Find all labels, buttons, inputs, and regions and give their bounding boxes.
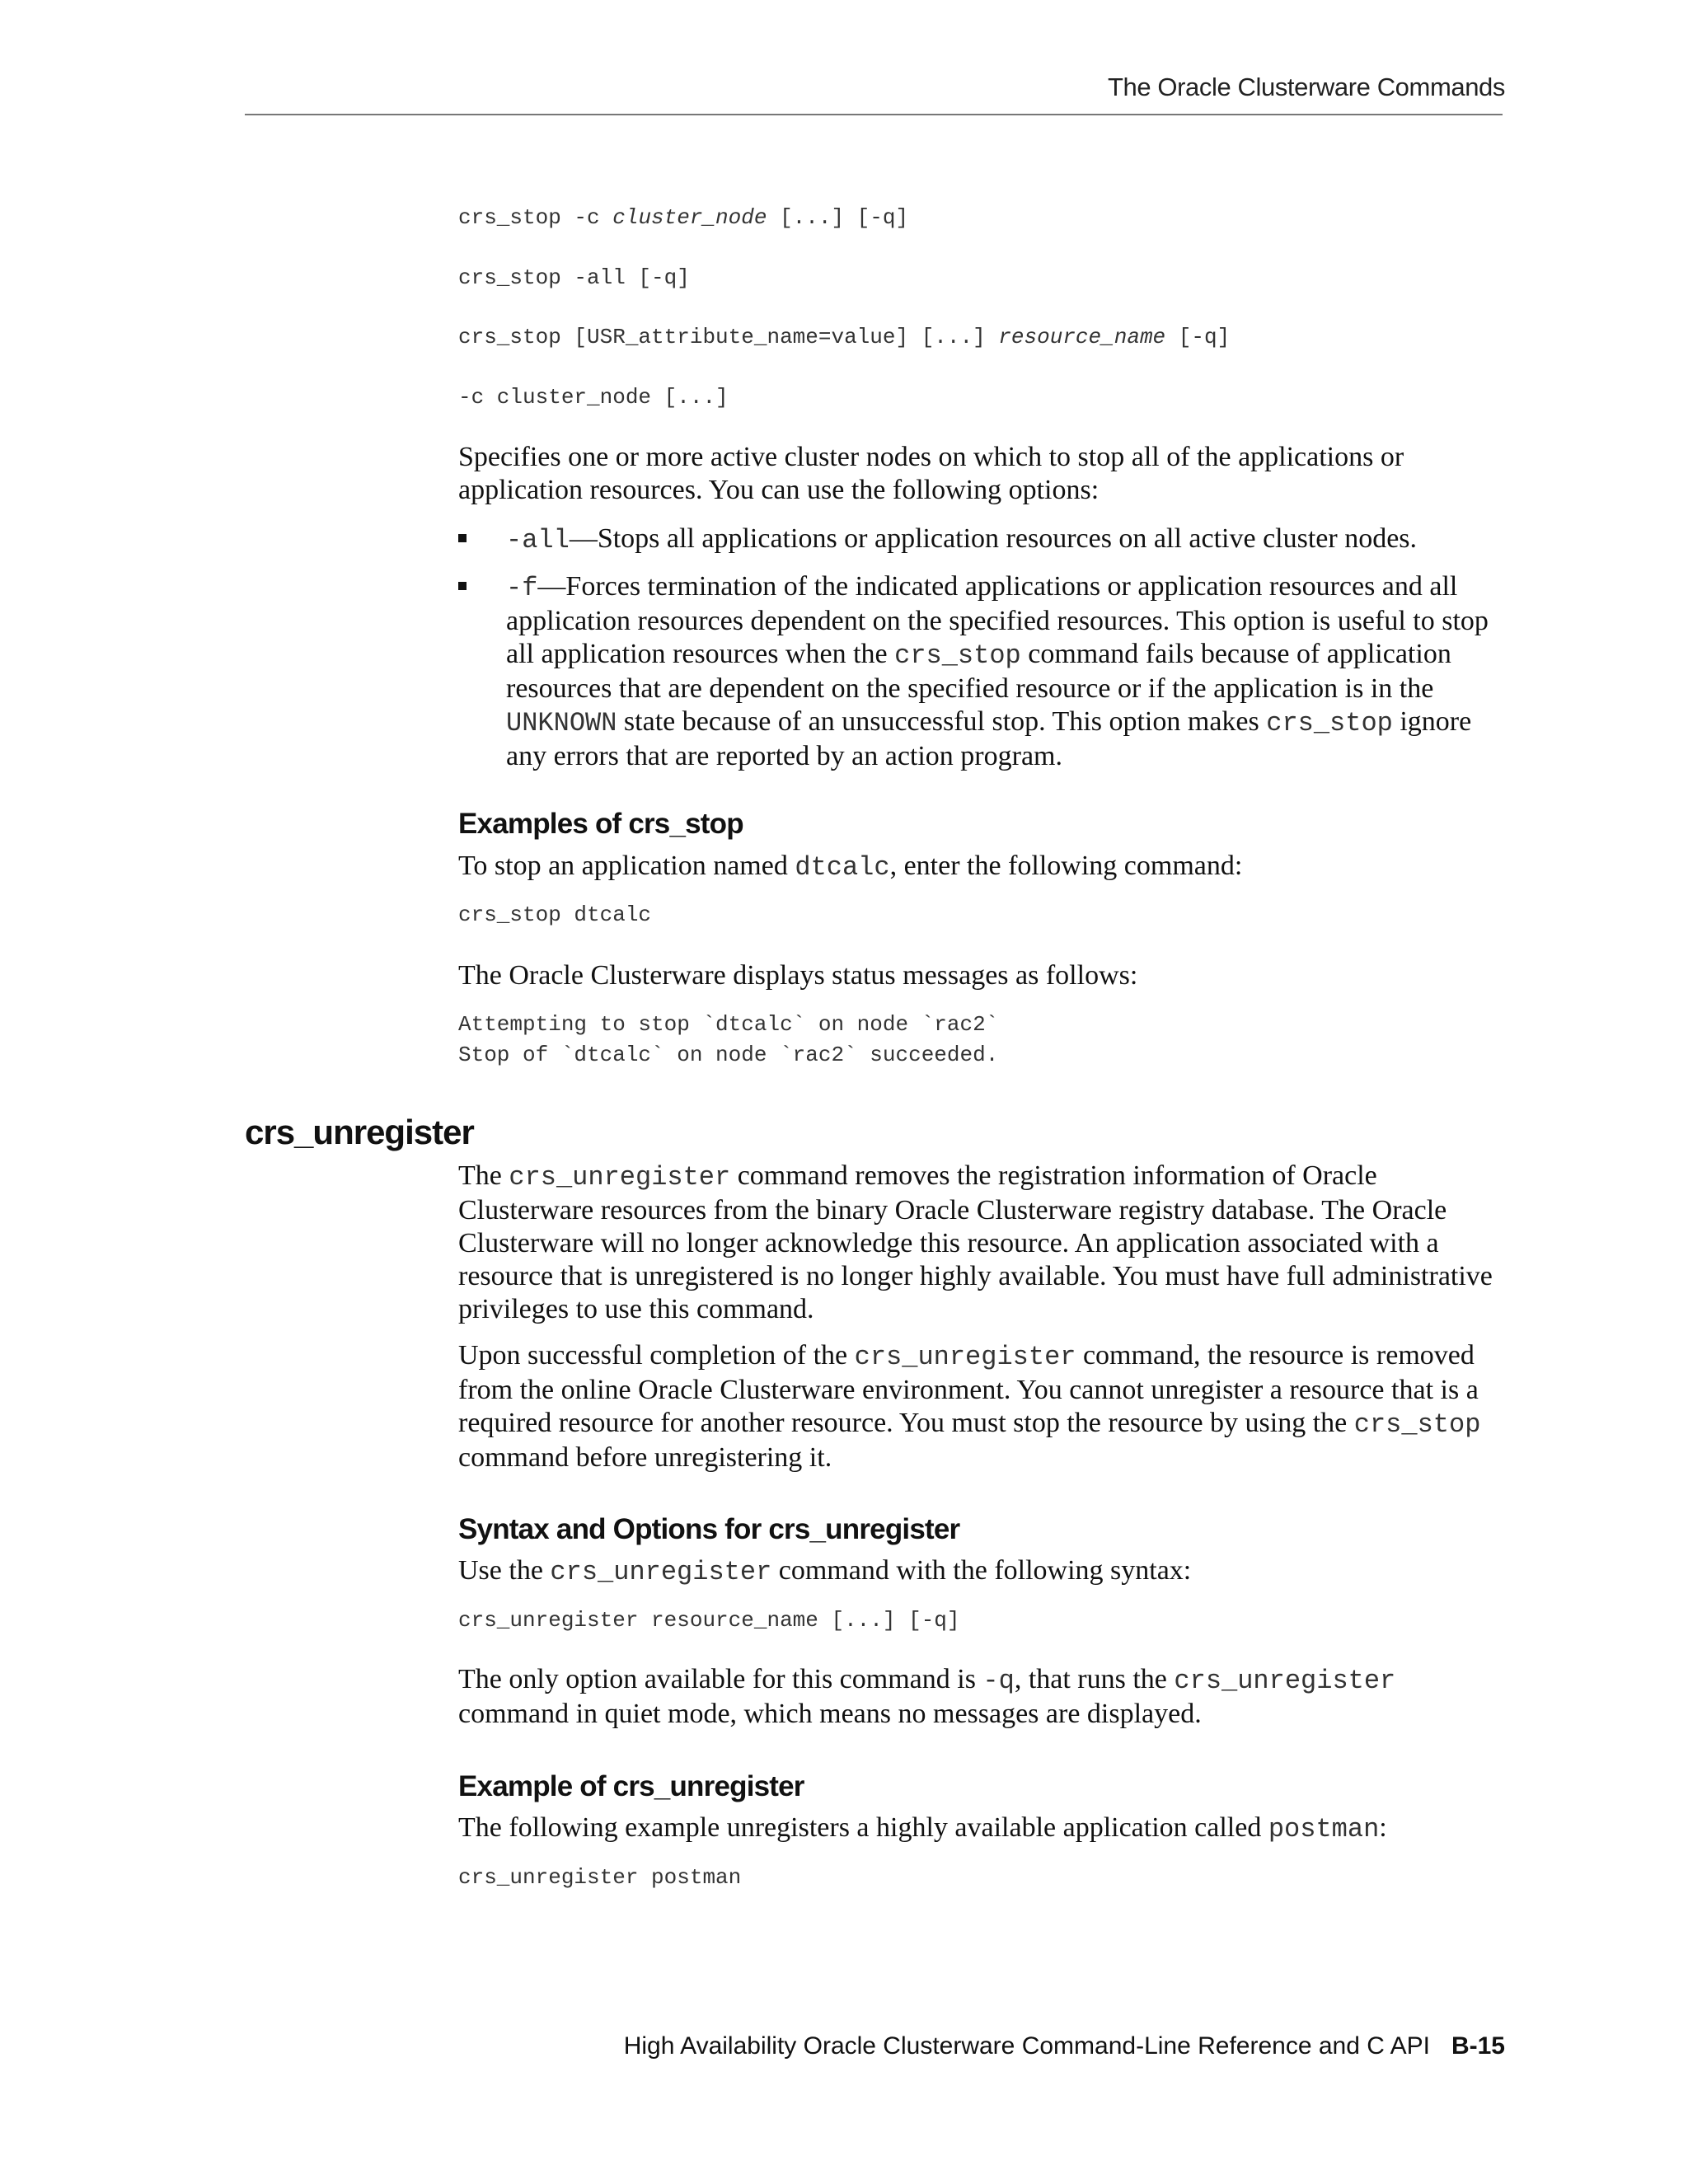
text: state because of an unsuccessful stop. This option makes	[617, 706, 1267, 737]
syntax-variable: resource_name	[998, 325, 1166, 349]
syntax-line-2: crs_stop -all [-q]	[458, 265, 690, 290]
inline-code: crs_unregister	[854, 1342, 1076, 1372]
text: command before unregistering it.	[458, 1442, 832, 1473]
section-heading: Examples of crs_stop	[458, 808, 743, 840]
text: The following example unregisters a highly available application called	[458, 1812, 1268, 1843]
inline-code: dtcalc	[795, 852, 890, 883]
footer-text: High Availability Oracle Clusterware Command-Line Reference and C API	[623, 2032, 1430, 2060]
syntax-line-1	[458, 203, 908, 233]
text: , enter the following command:	[889, 851, 1243, 881]
syntax-line-3	[458, 322, 1230, 353]
syntax-text: [-q]	[1165, 325, 1231, 349]
page-section-title: crs_unregister	[245, 1113, 474, 1151]
text: Upon successful completion of the	[458, 1340, 855, 1371]
text: The only option available for this command is	[458, 1664, 983, 1694]
paragraph	[458, 1811, 1505, 1846]
bullet-marker	[458, 582, 467, 590]
option-term: -c cluster_node [...]	[458, 385, 729, 410]
text: command fails because of application resources that are dependent on the specified resource or if the application is in the	[506, 639, 1451, 704]
code-line: Stop of `dtcalc` on node `rac2` succeeded.	[458, 1043, 999, 1067]
text: command with the following syntax:	[771, 1555, 1192, 1586]
code-line: Attempting to stop `dtcalc` on node `rac2`	[458, 1012, 999, 1037]
code-line: crs_unregister resource_name [...] [-q]	[458, 1608, 960, 1633]
page-footer	[624, 2032, 1505, 2060]
text: , that runs the	[1014, 1664, 1175, 1694]
syntax-variable: cluster_node	[612, 205, 767, 230]
inline-code: crs_stop	[1353, 1409, 1481, 1440]
inline-code: -all	[506, 525, 570, 555]
text: command in quiet mode, which means no messages are displayed.	[458, 1699, 1202, 1729]
paragraph	[458, 1339, 1505, 1474]
inline-code: -q	[982, 1666, 1015, 1696]
code-line: crs_stop dtcalc	[458, 902, 652, 927]
text: command removes the registration information of Oracle Clusterware resources from the binary Oracle Clusterware registry database. The Oracle Clusterware will no longer acknowledge this resource. An application associated with a resource that is unregistered is no longer highly available. You must have full administrative privileges to use this command.	[458, 1160, 1493, 1324]
syntax-text: crs_stop [USR_attribute_name=value] [...]	[458, 325, 999, 349]
text: —Stops all applications or application resources on all active cluster nodes.	[569, 523, 1418, 554]
text: :	[1379, 1812, 1387, 1843]
code-line: crs_unregister postman	[458, 1865, 742, 1890]
paragraph	[458, 850, 1505, 884]
page-number: B-15	[1451, 2032, 1505, 2060]
section-heading: Syntax and Options for crs_unregister	[458, 1513, 960, 1545]
text: command, the resource is removed from the online Oracle Clusterware environment. You cannot unregister a resource that is a required resource for another resource. You must stop the resource by using the	[458, 1340, 1479, 1438]
inline-code: crs_stop	[894, 640, 1021, 671]
text: To stop an application named	[458, 851, 795, 881]
running-header: The Oracle Clusterware Commands	[1107, 73, 1505, 101]
syntax-text: [...] [-q]	[767, 205, 909, 230]
paragraph	[458, 1663, 1505, 1731]
text: The	[458, 1160, 509, 1191]
text: Use the	[458, 1555, 551, 1586]
list-item-text	[506, 570, 1507, 773]
text: —Forces termination of the indicated applications or application resources and all application resources dependent on the specified resources. This option is useful to stop all application resources when the	[506, 571, 1489, 669]
inline-code: crs_unregister	[1174, 1666, 1396, 1696]
list-item-text	[506, 523, 1507, 557]
inline-code: crs_unregister	[550, 1557, 772, 1587]
inline-code: postman	[1268, 1814, 1380, 1844]
inline-code: -f	[506, 573, 538, 603]
section-heading: Example of crs_unregister	[458, 1770, 804, 1802]
inline-code: crs_stop	[1266, 708, 1393, 738]
inline-code: UNKNOWN	[506, 708, 617, 738]
option-description: Specifies one or more active cluster nodes on which to stop all of the applications or application resources. You can use the following options:	[458, 442, 1404, 505]
header-rule	[245, 114, 1503, 115]
syntax-text: crs_stop -c	[458, 205, 613, 230]
paragraph: The Oracle Clusterware displays status messages as follows:	[458, 960, 1138, 991]
inline-code: crs_unregister	[509, 1162, 731, 1193]
paragraph	[458, 1160, 1505, 1326]
paragraph	[458, 1554, 1505, 1589]
text: ignore any errors that are reported by an action program.	[506, 706, 1472, 771]
bullet-marker	[458, 534, 467, 542]
